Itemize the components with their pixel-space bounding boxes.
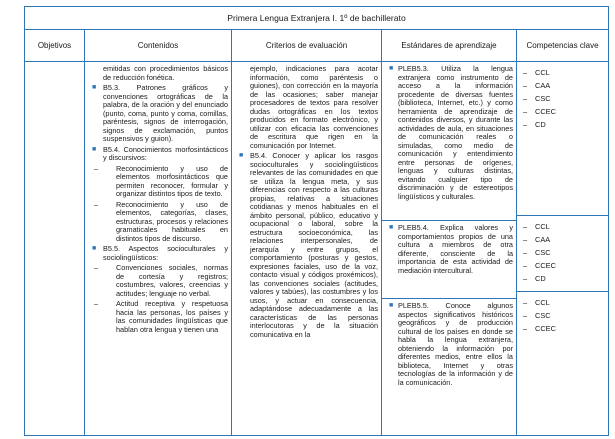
bullet-icon: – xyxy=(523,68,528,77)
competencia-label: CAA xyxy=(535,235,551,244)
competencia-label: CSC xyxy=(535,311,551,320)
competencia-label: CAA xyxy=(535,81,551,90)
bullet-icon: – xyxy=(523,222,528,231)
competencia-label: CD xyxy=(535,120,546,129)
competencia-item xyxy=(523,233,608,246)
competencia-item xyxy=(523,296,608,309)
competencia-label: CCEC xyxy=(535,107,556,116)
competencia-label: CSC xyxy=(535,94,551,103)
dash-icon: – xyxy=(94,299,99,308)
contenidos-cell xyxy=(85,62,232,436)
bullet-icon: – xyxy=(523,311,528,320)
header-contenidos: Contenidos xyxy=(85,30,232,62)
bullet-icon: ■ xyxy=(92,84,97,91)
dash-icon: – xyxy=(94,199,99,209)
bullet-icon: – xyxy=(523,94,528,103)
bullet-icon: – xyxy=(523,248,528,257)
competencia-item xyxy=(523,66,608,79)
continuation-text: emitidas con procedimientos básicos de reducción fonética. xyxy=(103,64,228,82)
contenido-b54-sub1 xyxy=(88,165,228,199)
estandar-ple54-text: PLEB5.4. Explica valores y comportamientos propios de una cultura a miembros de otra diferente, consciente de la importancia de esta actividad de mediación intercultural. xyxy=(398,223,513,275)
competencia-item xyxy=(523,92,608,105)
competencias-group-3 xyxy=(517,292,608,335)
competencia-label: CCEC xyxy=(535,324,556,333)
competencia-item xyxy=(523,220,608,233)
contenido-b55-sub1-text: Convenciones sociales, normas de cortesía y registros; costumbres, valores, creencias y actitudes; lenguaje no verbal. xyxy=(116,263,228,298)
competencias-cell xyxy=(517,62,609,436)
bullet-icon: ■ xyxy=(92,145,97,153)
bullet-icon: ■ xyxy=(239,152,244,159)
competencia-label: CD xyxy=(535,274,546,283)
competencia-item xyxy=(523,79,608,92)
contenido-b55-sub2-text: Actitud receptiva y respetuosa hacia las personas, los países y las comunidades lingüísticas que hablan otra lengua y tienen una xyxy=(116,299,228,334)
estandar-ple55-text: PLEB5.5. Conoce algunos aspectos significativos históricos geográficos y de producción cultural de los países en donde se habla la lengua extranjera, obteniendo la información por diferentes medios, entre ellos la biblioteca, Internet y otras tecnologías de la información y de la comunicación. xyxy=(398,301,513,387)
bullet-icon: – xyxy=(523,81,528,90)
competencia-item xyxy=(523,118,608,131)
competencia-item xyxy=(523,259,608,272)
header-objetivos: Objetivos xyxy=(25,30,85,62)
contenido-b55-sub2 xyxy=(88,300,228,334)
competencia-item xyxy=(523,246,608,259)
table-title: Primera Lengua Extranjera I. 1º de bachillerato xyxy=(25,7,609,30)
header-estandares: Estándares de aprendizaje xyxy=(382,30,517,62)
bullet-icon: – xyxy=(523,324,528,333)
objetivos-cell xyxy=(25,62,85,436)
contenidos-continuation xyxy=(88,65,228,82)
competencia-item xyxy=(523,309,608,322)
criterios-cell xyxy=(232,62,382,436)
bullet-icon: – xyxy=(523,120,528,129)
competencia-item xyxy=(523,272,608,285)
dash-icon: – xyxy=(94,263,99,272)
header-criterios: Criterios de evaluación xyxy=(232,30,382,62)
estandar-ple54 xyxy=(382,221,516,299)
bullet-icon: ■ xyxy=(389,302,394,309)
bullet-icon: ■ xyxy=(389,224,394,231)
competencia-label: CCL xyxy=(535,68,550,77)
criterio-continuation xyxy=(235,65,378,150)
competencia-label: CCL xyxy=(535,222,550,231)
contenido-b54 xyxy=(88,146,228,163)
contenido-b53-text: B5.3. Patrones gráficos y convenciones ortográficas de la palabra, de la oración y del enunciado (punto, coma, punto y coma, comillas, paréntesis, signos de interrogación, signos de exclamación, puntos suspensivos y guion). xyxy=(103,83,228,143)
header-competencias: Competencias clave xyxy=(517,30,609,62)
estandar-ple53-text: PLEB5.3. Utiliza la lengua extranjera como instrumento de acceso a la información procedente de diversas fuentes (biblioteca, Internet, etc.) y como herramienta de aprendizaje de contenidos diversos, y durante las actividades de aula, en situaciones de comunicación reales o simuladas, como medio de comunicación y entendimiento entre personas de orígenes, lenguas y culturas distintas, evitando cualquier tipo de discriminación y de estereotipos lingüísticos y culturales. xyxy=(398,64,513,201)
competencia-label: CCEC xyxy=(535,261,556,270)
competencias-group-1 xyxy=(517,62,608,216)
bullet-icon: – xyxy=(523,298,528,307)
criterio-continuation-text: ejemplo, indicaciones para acotar información, como paréntesis o guiones), con corrección en la mayoría de las ocasiones; saber manejar procesadores de textos para resolver dudas ortográficas en los textos producidos en formato electrónico, y utilizar con eficacia las convenciones de escritura que rigen en la comunicación por Internet. xyxy=(250,64,378,150)
contenido-b54-sub2-text: Reconocimiento y uso de elementos, categorías, clases, estructuras, procesos y relaciones gramaticales habituales en distintos tipos de discurso. xyxy=(116,199,228,243)
competencia-label: CSC xyxy=(535,248,551,257)
contenido-b55-text: B5.5. Aspectos socioculturales y sociolingüísticos: xyxy=(103,244,228,262)
contenido-b54-text: B5.4. Conocimientos morfosintácticos y discursivos: xyxy=(103,144,228,162)
contenido-b55 xyxy=(88,245,228,262)
bullet-icon: – xyxy=(523,235,528,244)
dash-icon: – xyxy=(94,163,99,173)
bullet-icon: – xyxy=(523,107,528,116)
competencia-item xyxy=(523,322,608,335)
bullet-icon: ■ xyxy=(92,245,97,252)
contenido-b55-sub1 xyxy=(88,264,228,298)
curriculum-table xyxy=(24,6,609,436)
bullet-icon: – xyxy=(523,274,528,283)
competencia-label: CCL xyxy=(535,298,550,307)
contenido-b54-sub1-text: Reconocimiento y uso de elementos morfosintácticos que permiten reconocer, formular y organizar distintos tipos de texto. xyxy=(116,163,228,198)
criterio-b54-text: B5.4. Conocer y aplicar los rasgos socioculturales y sociolingüísticos relevantes de las comunidades en que se utiliza la lengua meta, y sus diferencias con respecto a las culturas propias, relativas a situaciones cotidianas y menos habituales en el ámbito personal, público, educativo y ocupacional o laboral, sobre la estructura socioeconómica, las relaciones interpersonales, de jerarquía y entre grupos, el comportamiento (posturas y gestos, expresiones faciales, uso de la voz, contacto visual y códigos proxémicos), las convenciones sociales (actitudes, valores y tabúes), las costumbres y los usos, y actuar en consecuencia, adaptándose adecuadamente a las características de las personas interlocutoras y de la situación comunicativa en la xyxy=(250,151,378,339)
bullet-icon: – xyxy=(523,261,528,270)
estandar-ple55 xyxy=(382,299,516,425)
bullet-icon: ■ xyxy=(389,65,394,72)
competencia-item xyxy=(523,105,608,118)
estandar-ple53 xyxy=(382,62,516,221)
contenido-b53 xyxy=(88,84,228,144)
estandares-cell xyxy=(382,62,517,436)
criterio-b54 xyxy=(235,152,378,339)
competencias-group-2 xyxy=(517,216,608,292)
contenido-b54-sub2 xyxy=(88,201,228,244)
